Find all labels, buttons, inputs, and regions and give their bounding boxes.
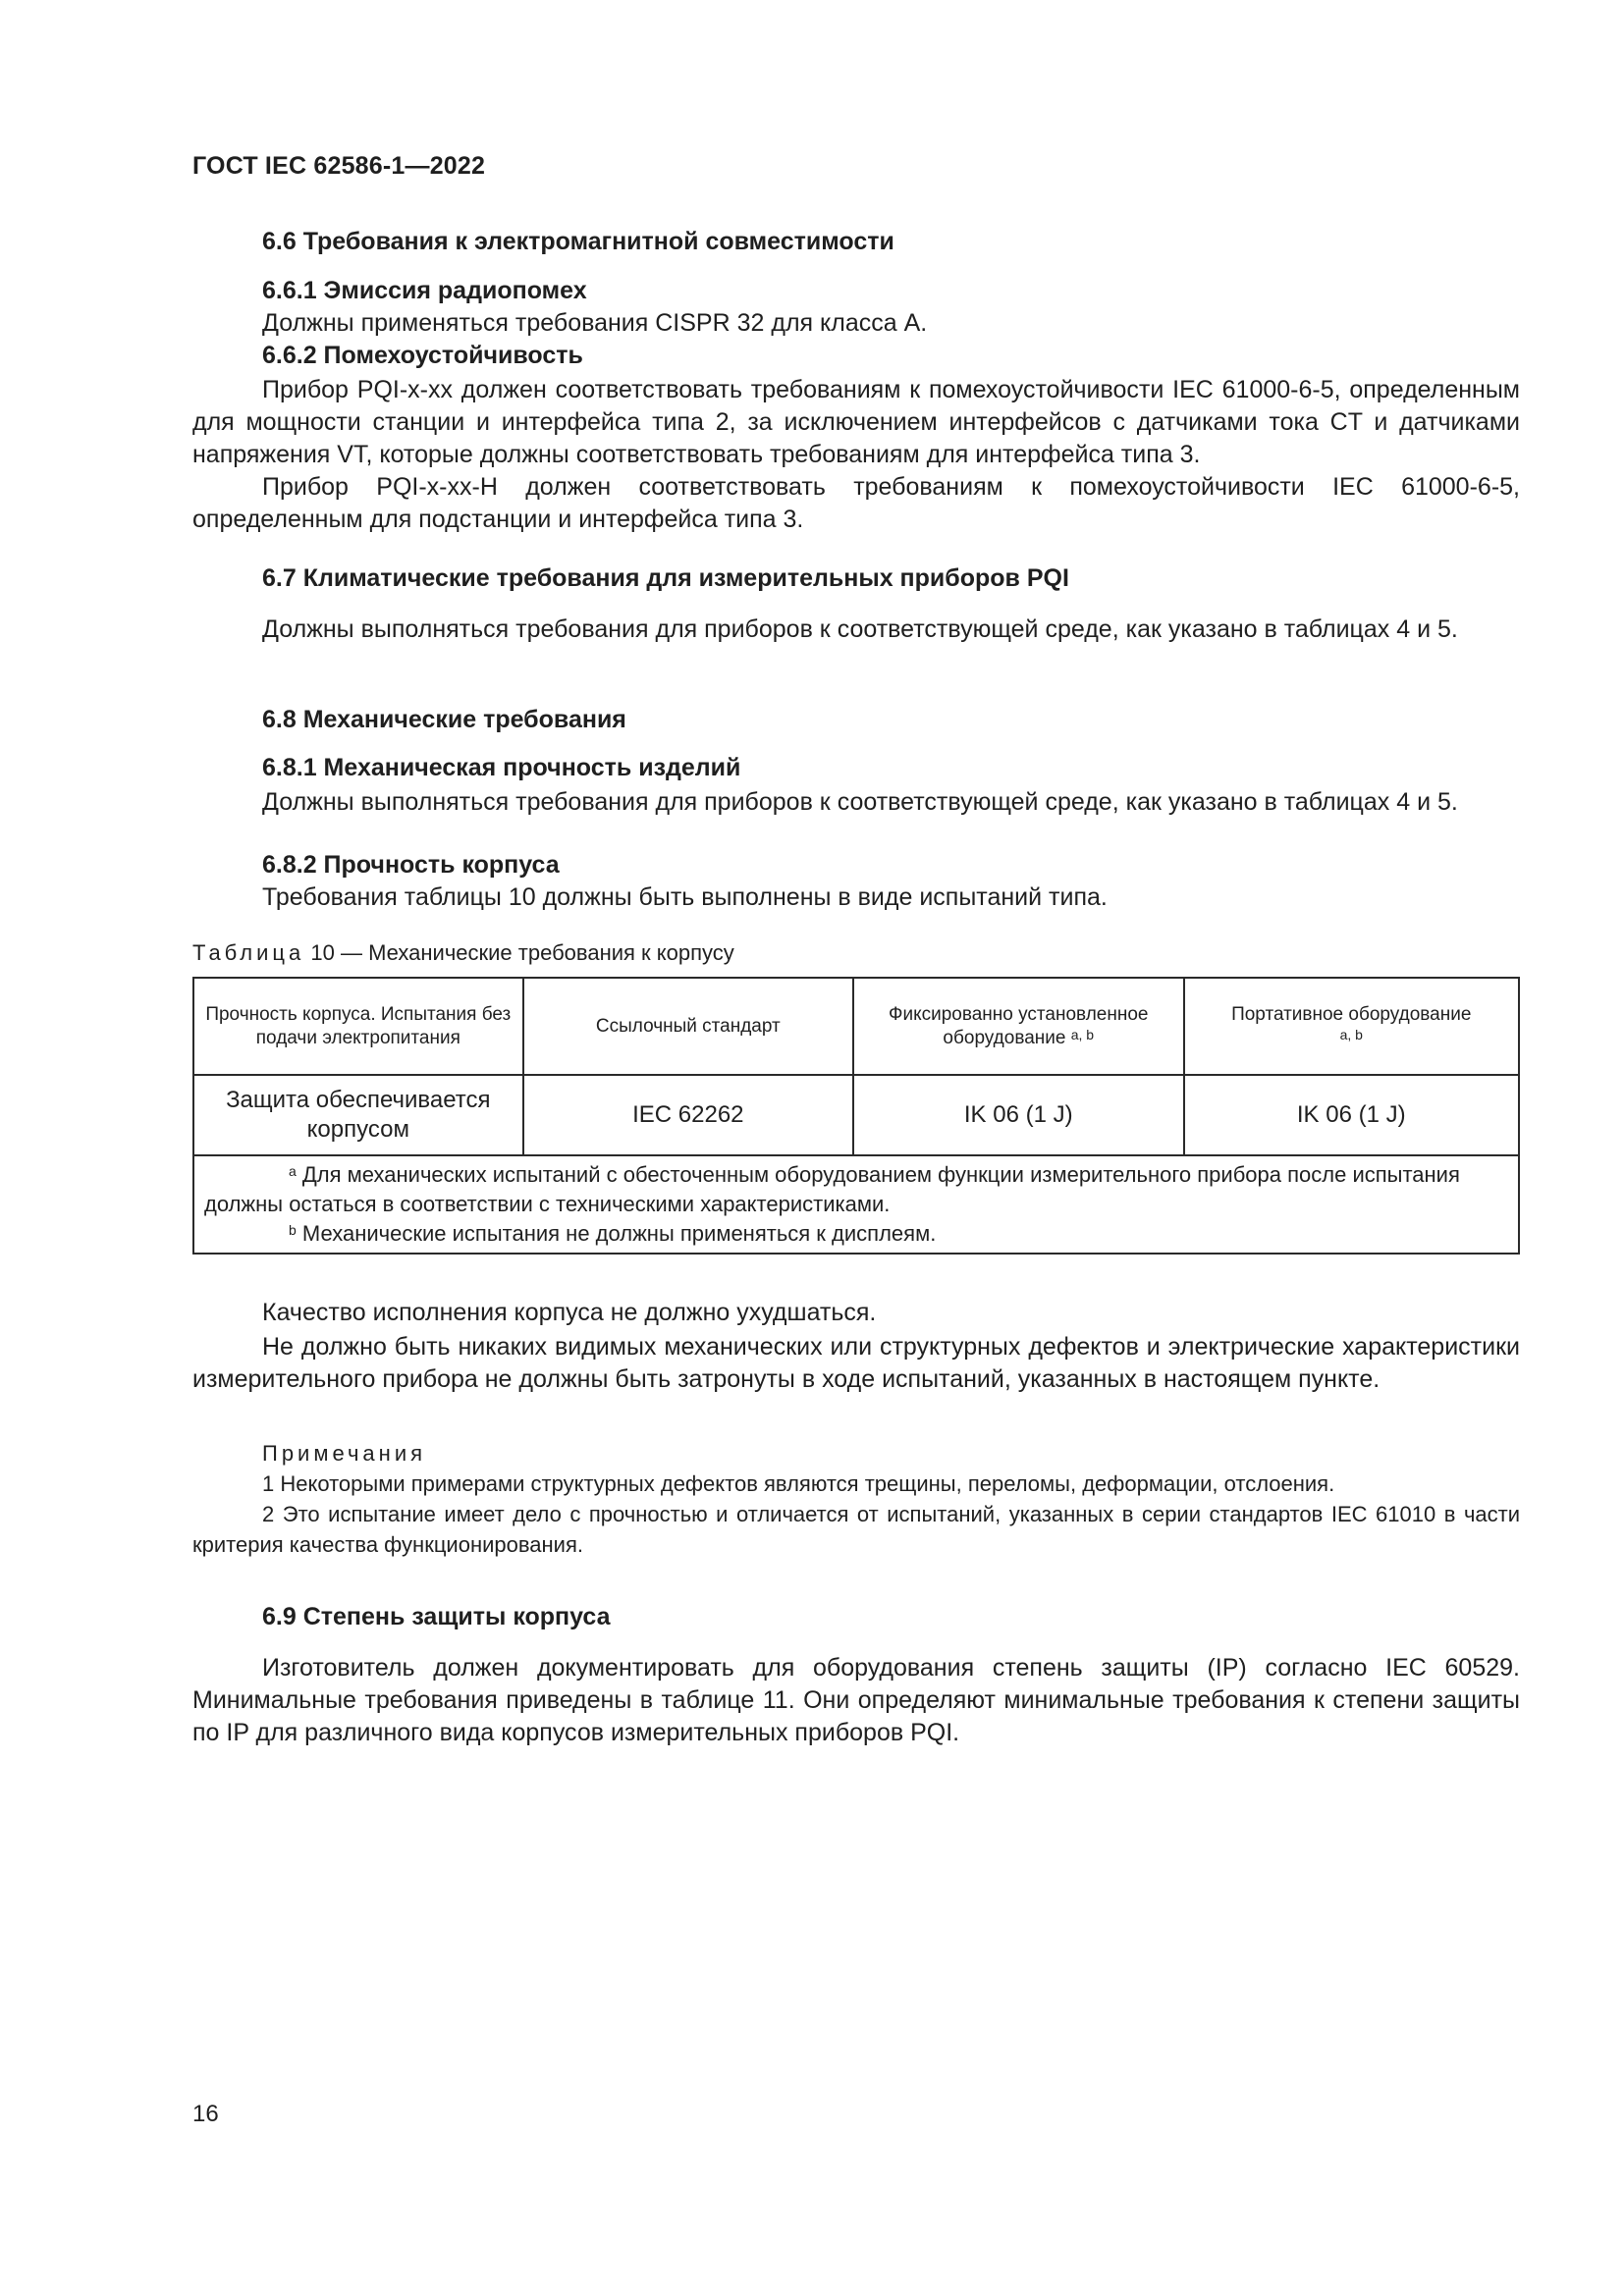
section-6-8-2-title: 6.8.2 Прочность корпуса: [262, 851, 560, 879]
table-cell: Защита обеспечивается корпусом: [193, 1075, 523, 1155]
table-cell: IK 06 (1 J): [1184, 1075, 1520, 1155]
note-1: 1 Некоторыми примерами структурных дефектов являются трещины, переломы, деформации, отслоения.: [262, 1471, 1335, 1496]
footnote-a: [204, 1160, 1508, 1219]
table-row: [193, 1075, 1519, 1155]
footnote-ref: a, b: [1339, 1026, 1363, 1042]
footnote-b: [204, 1219, 1508, 1249]
note-2: 2 Это испытание имеет дело с прочностью и отличается от испытаний, указанных в серии стандартов IEC 61010 в части критерия качества функционирования.: [192, 1502, 1520, 1557]
table-header-row: [193, 978, 1519, 1075]
table-footnotes: [193, 1155, 1519, 1254]
section-6-9-text: Изготовитель должен документировать для оборудования степень защиты (IP) согласно IEC 60529. Минимальные требования приведены в таблице 11. Они определяют минимальные требования к степени защиты по IP для различного вида корпусов измерительных приборов PQI.: [192, 1654, 1520, 1746]
section-6-8-1-text: Должны выполняться требования для приборов к соответствующей среде, как указано в таблицах 4 и 5.: [262, 788, 1458, 816]
page-number: 16: [192, 2101, 219, 2127]
section-6-6-2-para-2: Прибор PQI-x-xx-H должен соответствовать требованиям к помехоустойчивости IEC 61000-6-5, определенным для подстанции и интерфейса типа 3.: [192, 473, 1520, 533]
after-table-para-1: Качество исполнения корпуса не должно ухудшаться.: [262, 1299, 877, 1326]
footnote-mark: b: [289, 1222, 297, 1238]
notes-title: Примечания: [262, 1441, 427, 1466]
header-text: Фиксированно установленное оборудование: [889, 1003, 1149, 1048]
section-6-8-title: 6.8 Механические требования: [262, 706, 626, 733]
footnote-text: Для механических испытаний с обесточенным оборудованием функции измерительного прибора после испытания должны остаться в соответствии с техническими характеристиками.: [204, 1162, 1460, 1216]
footnote-text: Механические испытания не должны применяться к дисплеям.: [296, 1221, 937, 1246]
after-table-para-2: Не должно быть никаких видимых механических или структурных дефектов и электрические характеристики измерительного прибора не должны быть затронуты в ходе испытаний, указанных в настоящем пункте.: [192, 1333, 1520, 1393]
table-caption-title: 10 — Механические требования к корпусу: [304, 940, 734, 965]
table-footnotes-cell: [193, 1155, 1519, 1254]
section-6-7-title: 6.7 Климатические требования для измерительных приборов PQI: [262, 564, 1069, 592]
table-header-cell: [853, 978, 1183, 1075]
section-6-6-2-title: 6.6.2 Помехоустойчивость: [262, 342, 583, 369]
header-text: Портативное оборудование: [1231, 1003, 1472, 1025]
table-caption-label: Таблица: [192, 940, 305, 965]
table-header-cell: Ссылочный стандарт: [523, 978, 853, 1075]
table-header-cell: Прочность корпуса. Испытания без подачи электропитания: [193, 978, 523, 1075]
section-6-6-title: 6.6 Требования к электромагнитной совместимости: [262, 228, 894, 255]
footnote-ref: a, b: [1070, 1026, 1095, 1042]
table-10: [192, 977, 1520, 1255]
table-cell: IK 06 (1 J): [853, 1075, 1183, 1155]
document-header: ГОСТ IEC 62586-1—2022: [192, 152, 486, 180]
section-6-8-1-title: 6.8.1 Механическая прочность изделий: [262, 754, 741, 781]
section-6-6-1-title: 6.6.1 Эмиссия радиопомех: [262, 277, 587, 304]
section-6-9-title: 6.9 Степень защиты корпуса: [262, 1603, 611, 1630]
section-6-7-text: Должны выполняться требования для приборов к соответствующей среде, как указано в таблицах 4 и 5.: [262, 615, 1458, 643]
table-header-cell: [1184, 978, 1520, 1075]
section-6-6-2-para-1: Прибор PQI-x-xx должен соответствовать требованиям к помехоустойчивости IEC 61000-6-5, определенным для мощности станции и интерфейса типа 2, за исключением интерфейсов с датчиками тока CT и датчиками напряжения VT, которые должны соответствовать требованиям для интерфейса типа 3.: [192, 376, 1520, 468]
table-cell: IEC 62262: [523, 1075, 853, 1155]
footnote-mark: a: [289, 1163, 297, 1179]
table-10-caption: [192, 940, 1520, 966]
section-6-6-1-text: Должны применяться требования CISPR 32 для класса А.: [262, 309, 928, 337]
section-6-8-2-text: Требования таблицы 10 должны быть выполнены в виде испытаний типа.: [262, 883, 1108, 911]
